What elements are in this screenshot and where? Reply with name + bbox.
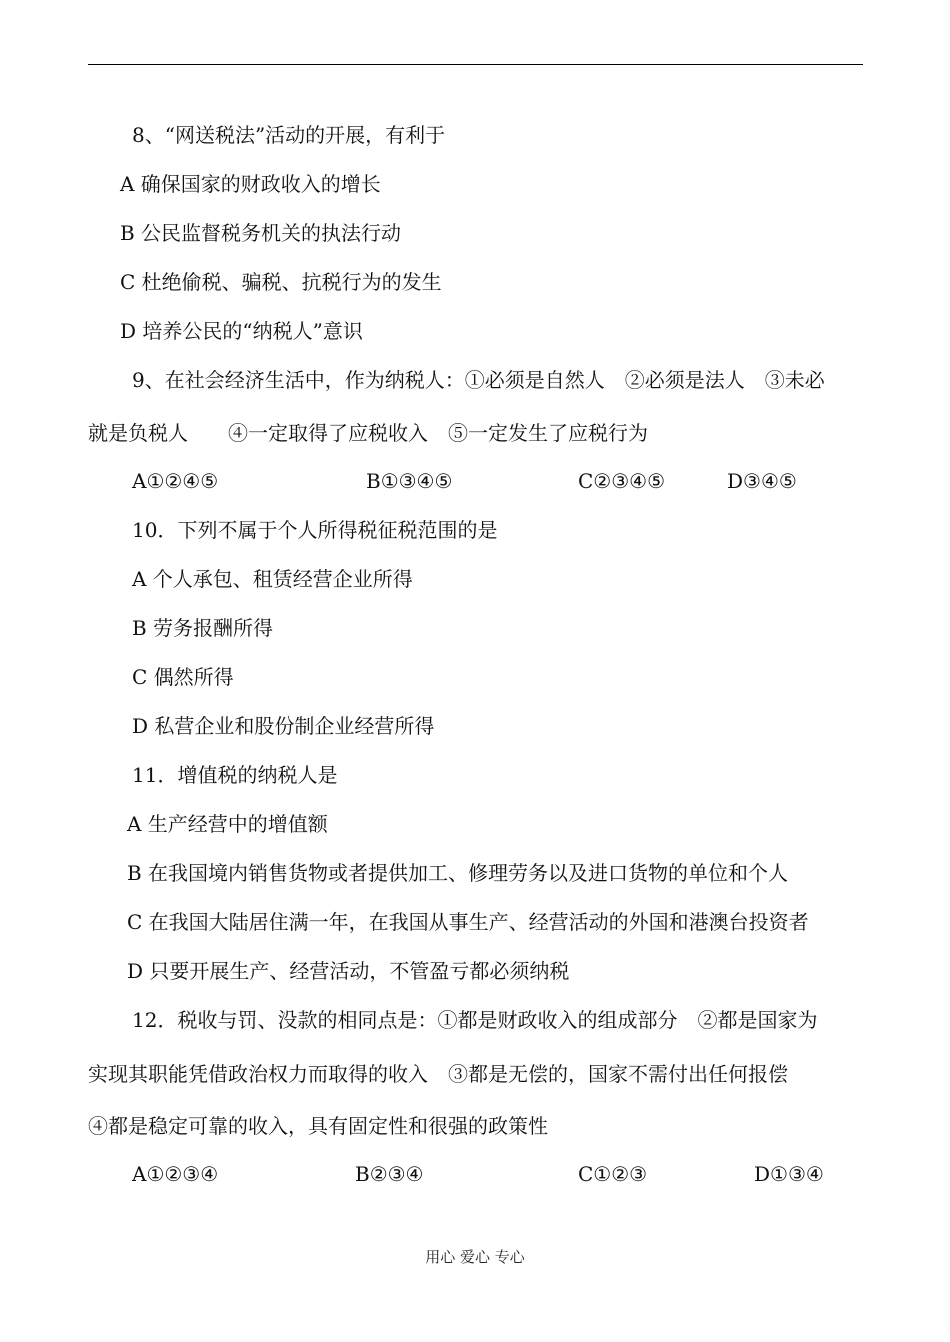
q12-stem-line1: 12．税收与罚、没款的相同点是：①都是财政收入的组成部分 ②都是国家为 [132,1008,818,1032]
q8-option-c: C 杜绝偷税、骗税、抗税行为的发生 [120,270,442,294]
q12-option-d: D①③④ [754,1162,824,1186]
page-footer: 用心 爱心 专心 [425,1248,525,1266]
q10-option-c: C 偶然所得 [132,665,234,689]
q9-stem-line1: 9、在社会经济生活中，作为纳税人：①必须是自然人 ②必须是法人 ③未必 [132,368,825,392]
header-rule [88,64,863,65]
q9-stem-line2: 就是负税人 ④一定取得了应税收入 ⑤一定发生了应税行为 [88,421,648,445]
q11-stem: 11．增值税的纳税人是 [132,763,338,787]
q12-option-a: A①②③④ [132,1162,219,1186]
q10-option-d: D 私营企业和股份制企业经营所得 [132,714,435,738]
q11-option-b: B 在我国境内销售货物或者提供加工、修理劳务以及进口货物的单位和个人 [127,861,789,885]
q12-stem-line2: 实现其职能凭借政治权力而取得的收入 ③都是无偿的，国家不需付出任何报偿 [88,1062,788,1086]
q11-option-d: D 只要开展生产、经营活动，不管盈亏都必须纳税 [127,959,570,983]
q8-option-b: B 公民监督税务机关的执法行动 [120,221,402,245]
q10-option-a: A 个人承包、租赁经营企业所得 [132,567,413,591]
q12-option-b: B②③④ [355,1162,424,1186]
q8-stem: 8、“网送税法”活动的开展，有利于 [132,123,446,147]
q12-option-c: C①②③ [578,1162,648,1186]
q11-option-a: A 生产经营中的增值额 [127,812,328,836]
q11-option-c: C 在我国大陆居住满一年，在我国从事生产、经营活动的外国和港澳台投资者 [127,910,809,934]
q10-option-b: B 劳务报酬所得 [132,616,274,640]
q9-option-d: D③④⑤ [727,469,797,493]
q12-stem-line3: ④都是稳定可靠的收入，具有固定性和很强的政策性 [88,1114,548,1138]
q9-option-a: A①②④⑤ [132,469,219,493]
q8-option-d: D 培养公民的“纳税人”意识 [120,319,363,343]
q9-option-b: B①③④⑤ [366,469,453,493]
q10-stem: 10．下列不属于个人所得税征税范围的是 [132,518,498,542]
q9-option-c: C②③④⑤ [578,469,666,493]
q8-option-a: A 确保国家的财政收入的增长 [120,172,381,196]
